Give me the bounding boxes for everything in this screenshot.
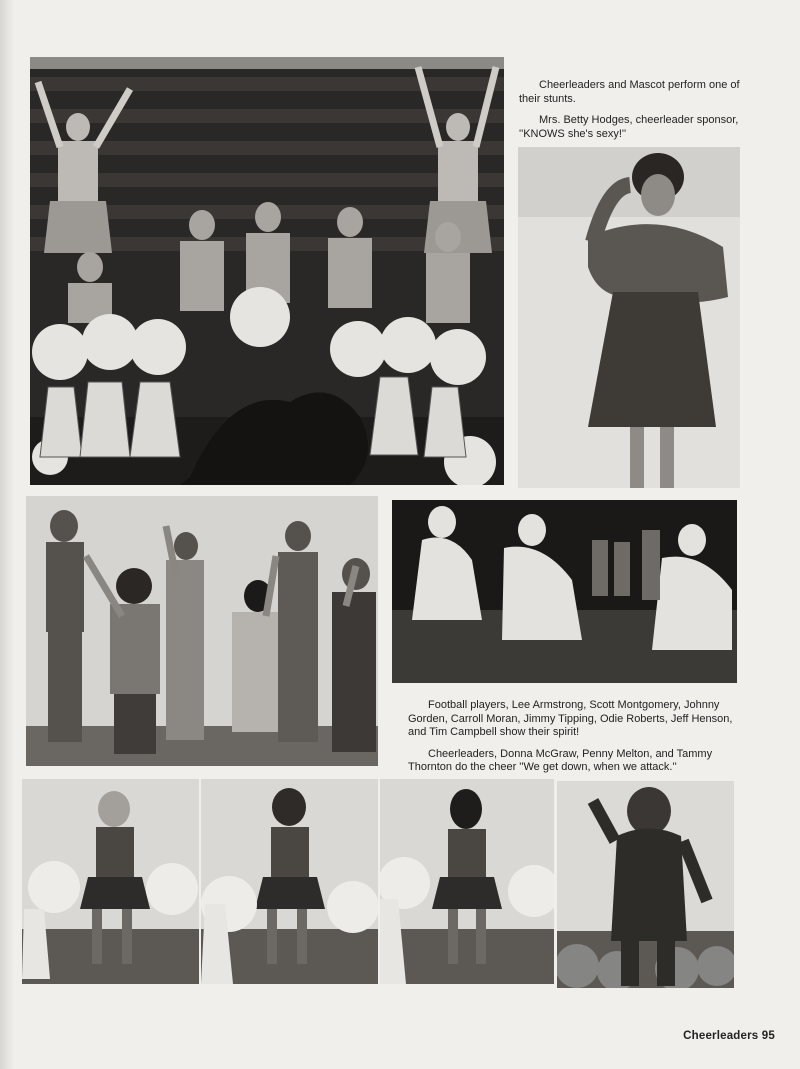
cheerleader-portrait-1 [22, 779, 199, 984]
mascot-costume-photo [557, 781, 734, 988]
sponsor-portrait-photo [518, 147, 740, 488]
caption-sponsor: Mrs. Betty Hodges, cheerleader sponsor, ''KNOWS she's sexy!'' [519, 114, 739, 140]
football-players-photo [26, 496, 378, 766]
cheerleader-group-photo [30, 57, 504, 485]
page-binding-edge [0, 0, 14, 1069]
caption-cheer-trio: Cheerleaders, Donna McGraw, Penny Melton, and Tammy Thornton do the cheer ''We get down, when we attack.'' [408, 747, 713, 773]
cheerleader-portrait-3 [380, 779, 554, 984]
cheerleaders-at-game-photo [392, 500, 737, 683]
caption-football-players: Football players, Lee Armstrong, Scott Montgomery, Johnny Gorden, Carroll Moran, Jimmy Tipping, Odie Roberts, Jeff Henson, and Tim Campbell show their spirit! [408, 699, 733, 738]
cheerleader-portrait-2 [201, 779, 378, 984]
caption-cheer-stunt: Cheerleaders and Mascot perform one of their stunts. [519, 79, 740, 105]
page-folio: Cheerleaders 95 [683, 1030, 775, 1042]
caption-bottom [408, 699, 738, 783]
caption-top [519, 79, 744, 149]
